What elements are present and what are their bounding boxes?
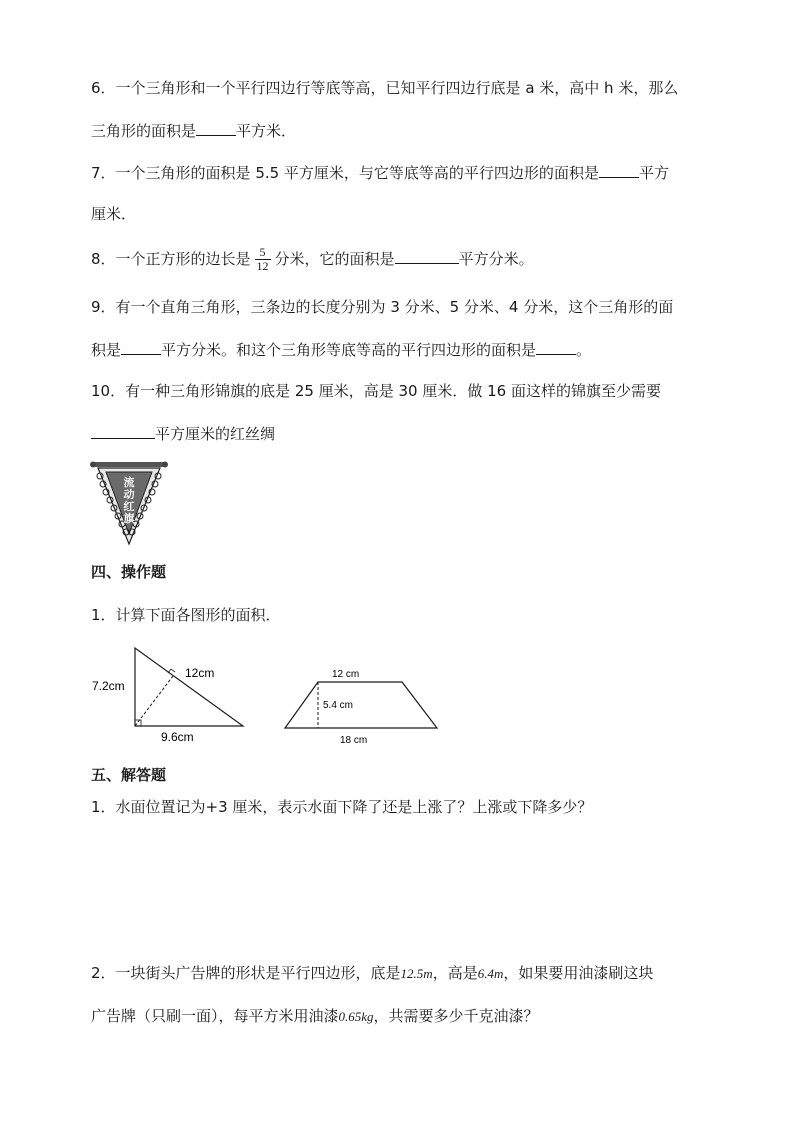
answer-blank (395, 248, 459, 264)
q10-text-post: 平方厘米的红丝绸 (155, 425, 276, 443)
q2-text-pre: 2．一块街头广告牌的形状是平行四边形，底是 (91, 964, 401, 982)
pennant-char: 动 (123, 489, 135, 501)
q7-line2: 厘米． (91, 205, 137, 223)
fraction-denominator: 12 (256, 259, 269, 273)
q9-line1: 9．有一个直角三角形，三条边的长度分别为 3 分米、5 分米、4 分米，这个三角形的面 (91, 298, 674, 316)
pennant-image (90, 460, 168, 548)
billboard-height-value: 6.4m (477, 966, 504, 981)
trapezoid-bottom-label: 18 cm (340, 735, 368, 746)
section-5-q2-line1 (91, 963, 653, 984)
q10-line1: 10．有一种三角形锦旗的底是 25 厘米，高是 30 厘米．做 16 面这样的锦旗至少需要 (91, 382, 661, 400)
q6-text-post: 平方米． (236, 122, 297, 140)
triangle-height-dashed (135, 676, 173, 726)
answer-blank (536, 339, 576, 355)
q6-text-pre: 三角形的面积是 (91, 122, 197, 140)
q2-text-post2: ，共需要多少千克油漆？ (373, 1007, 539, 1025)
q2-text-pre2: 广告牌（只刷一面），每平方米用油漆 (91, 1007, 339, 1025)
q6-line1: 6．一个三角形和一个平行四边行等底等高，已知平行四边行底是 a 米，高中 h 米，那么 (91, 79, 679, 97)
trapezoid-height-label: 5.4 cm (323, 700, 354, 711)
triangle-hypotenuse-label: 12cm (185, 666, 215, 680)
q9-line2 (91, 339, 591, 360)
fraction-numerator: 5 (255, 246, 271, 260)
billboard-base-value: 12.5m (400, 966, 433, 981)
q2-text-mid: ，高是 (432, 964, 478, 982)
right-triangle-figure (85, 642, 255, 746)
triangle-height-label: 7.2cm (92, 679, 125, 693)
section-4-q1: 1．计算下面各图形的面积． (91, 606, 281, 624)
paint-per-sqm-value: 0.65kg (338, 1009, 374, 1024)
answer-blank (91, 423, 155, 439)
pennant-char: 流 (123, 477, 135, 489)
q7-text-post: 平方 (638, 164, 669, 182)
section-5-q1: 1．水面位置记为+3 厘米，表示水面下降了还是上涨了？上涨或下降多少？ (91, 798, 593, 816)
q9-text-post: 。 (576, 341, 592, 359)
answer-blank (599, 162, 639, 178)
q9-text-pre: 积是 (91, 341, 122, 359)
trapezoid-figure (280, 662, 445, 748)
q10-line2 (91, 423, 275, 444)
q8-line (91, 246, 534, 273)
q8-text-pre: 8．一个正方形的边长是 (91, 250, 251, 268)
q8-text-post: 平方分米。 (458, 250, 534, 268)
q7-line1 (91, 162, 669, 183)
answer-blank (196, 120, 236, 136)
triangle-base-label: 9.6cm (161, 730, 194, 744)
section-4-title: 四、操作题 (91, 563, 167, 581)
section-5-title: 五、解答题 (91, 766, 167, 784)
pennant-char: 旗 (123, 513, 135, 525)
pennant-char: 红 (123, 501, 135, 513)
section-5-q2-line2 (91, 1006, 539, 1027)
q2-text-post: ，如果要用油漆刷这块 (503, 964, 654, 982)
answer-blank (121, 339, 161, 355)
side-length-fraction (255, 246, 271, 273)
q6-line2 (91, 120, 296, 141)
q8-text-mid: 分米，它的面积是 (274, 250, 395, 268)
triangle-outline (135, 648, 243, 726)
trapezoid-top-label: 12 cm (332, 669, 360, 680)
pennant-rod (93, 462, 165, 467)
q7-text-pre: 7．一个三角形的面积是 5.5 平方厘米，与它等底等高的平行四边形的面积是 (91, 164, 599, 182)
trapezoid-outline (285, 682, 437, 728)
q9-text-mid: 平方分米。和这个三角形等底等高的平行四边形的面积是 (161, 341, 537, 359)
